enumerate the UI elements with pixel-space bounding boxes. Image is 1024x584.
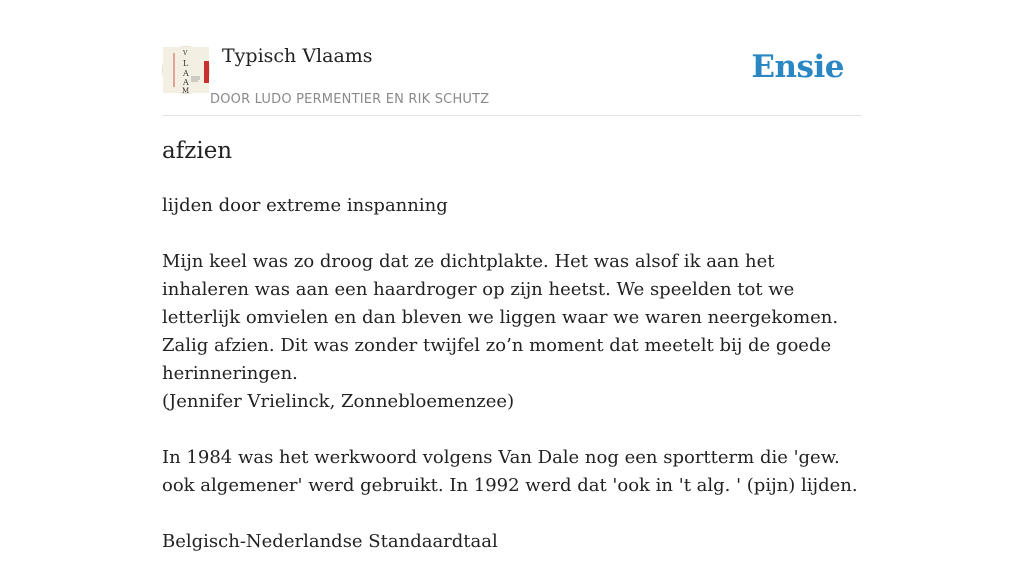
header	[162, 0, 862, 116]
brand-logo-link[interactable]: Ensie	[751, 49, 844, 85]
entry-quote-source: (Jennifer Vrielinck, Zonnebloemenzee)	[162, 391, 515, 412]
svg-text:V: V	[183, 50, 188, 57]
svg-text:M: M	[182, 87, 190, 95]
entry-note: In 1984 was het werkwoord volgens Van Dale nog een sportterm die 'gew. ook algemener' werd gebruikt. In 1992 werd dat 'ook in 't alg. ' (pijn) lijden.	[162, 447, 858, 496]
svg-text:L: L	[183, 59, 189, 68]
entry-quote-block	[162, 248, 862, 416]
entry-headword: afzien	[162, 138, 233, 164]
book-cover-icon[interactable]	[162, 46, 210, 94]
book-title-link[interactable]: Typisch Vlaams	[222, 45, 373, 67]
entry-quote: Mijn keel was zo droog dat ze dichtplakte. Het was alsof ik aan het inhaleren was aan een haardroger op zijn heetst. We speelden tot we letterlijk omvielen en dan bleven we liggen waar we waren neergekomen. Zalig afzien. Dit was zonder twijfel zo’n moment dat meetelt bij de goede herinneringen.	[162, 251, 839, 384]
book-authors: DOOR LUDO PERMENTIER EN RIK SCHUTZ	[210, 92, 490, 107]
svg-text:A: A	[183, 69, 189, 78]
entry-category: Belgisch-Nederlandse Standaardtaal	[162, 531, 498, 552]
entry-definition: lijden door extreme inspanning	[162, 195, 448, 216]
book-cover-graphic	[163, 47, 209, 93]
main-column	[162, 0, 862, 552]
entry-content	[162, 192, 862, 584]
svg-text:A: A	[183, 78, 189, 87]
